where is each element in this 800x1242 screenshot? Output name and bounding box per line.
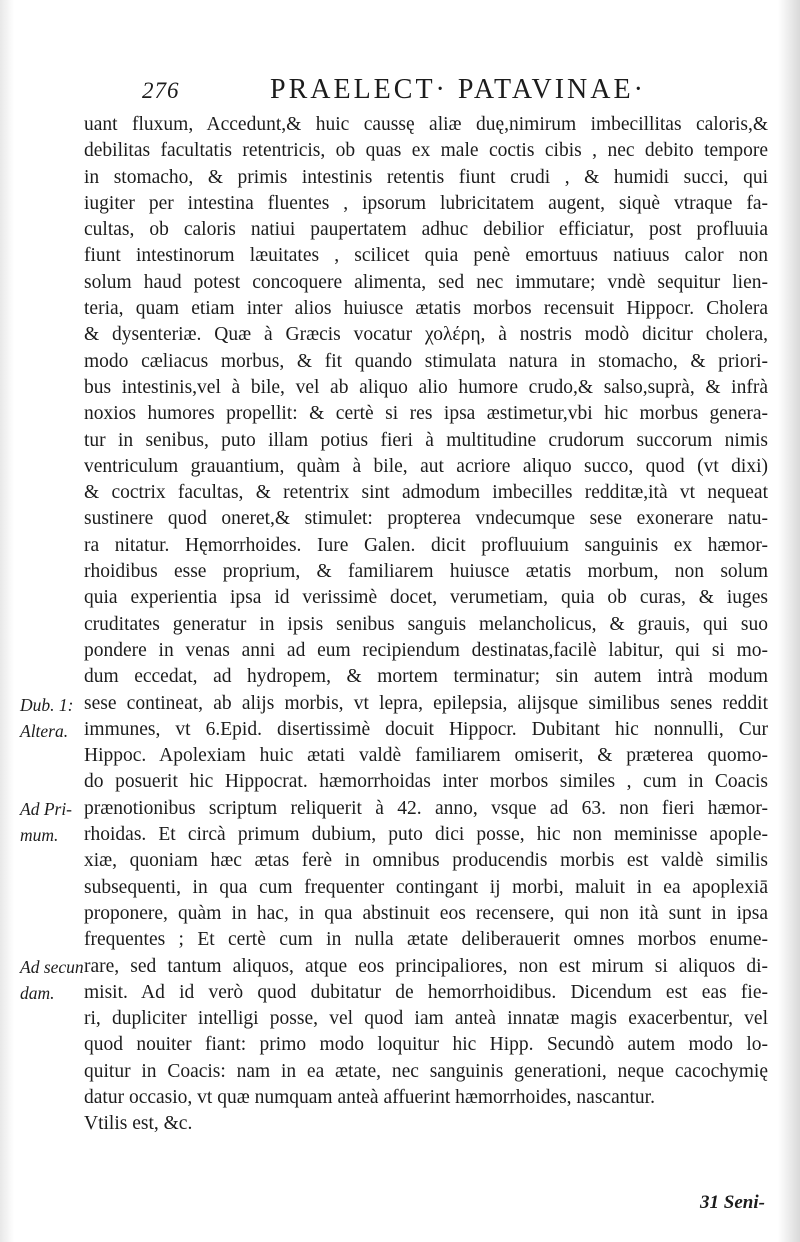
text-line: dum eccedat, ad hydropem, & mortem terminatur; sin autem intrà modum (84, 666, 768, 688)
text-line: & coctrix facultas, & retentrix sint admodum imbecilles redditæ,ità vt nequeat (84, 482, 768, 504)
text-line: iugiter per intestina fluentes , ipsorum lubricitatem augent, siquè vtraque fa- (84, 192, 768, 214)
text-line: datur occasio, vt quæ numquam anteà affuerint hæmorrhoides, nascantur. (84, 1086, 655, 1108)
text-line: solum haud potest concoquere alimenta, sed nec immutare; vndè sequitur lien- (84, 271, 768, 293)
text-line: fiunt intestinorum læuitates , scilicet quia penè emortuus natiuus calor non (84, 245, 768, 267)
margin-note-ad-primum-cont: mum. (20, 825, 59, 845)
text-line: rare, sed tantum aliquos, atque eos principaliores, non est mirum si aliquos di- (84, 955, 768, 977)
text-line: bus intestinis,vel à bile, vel ab aliquo alio humore crudo,& salso,suprà, & infrà (84, 376, 768, 398)
text-line: uant fluxum, Accedunt,& huic caussę aliæ duę,nimirum imbecillitas caloris,& (84, 114, 768, 135)
text-line: Hippoc. Apolexiam huic ætati valdè familiarem omiserit, & præterea quomo- (84, 745, 768, 767)
text-line: xiæ, quoniam hæc ætas ferè in omnibus producendis morbis est valdè similis (84, 850, 768, 872)
text-line: subsequenti, in qua cum frequenter contingant ij morbi, maluit in ea apoplexiā (84, 876, 768, 898)
running-head: PRAELECT· PATAVINAE· (270, 74, 646, 105)
text-line: cultas, ob caloris natiui paupertatem adhuc debilior efficiatur, post profluuia (84, 219, 768, 241)
body-text (84, 112, 768, 1138)
text-line: rhoidibus esse proprium, & familiarem huiusce ætatis morbum, non solum (84, 561, 768, 583)
text-line: tur in senibus, puto illam potius fieri à multitudine crudorum succorum nimis (84, 429, 768, 451)
text-line: in stomacho, & primis intestinis retentis fiunt crudi , & humidi succi, qui (84, 166, 768, 188)
text-line: modo cæliacus morbus, & fit quando stimulata natura in stomacho, & priori- (84, 350, 768, 372)
margin-note-ad-secundam: Ad secun (20, 957, 84, 977)
text-line: teria, quam etiam inter alios huiusce ætatis morbos recensuit Hippocr. Cholera (84, 298, 768, 320)
page-number: 276 (142, 78, 180, 103)
text-line: debilitas facultatis retentricis, ob quas ex male coctis cibis , nec debito tempore (84, 140, 768, 162)
text-line: quia experientia ipsa id verissimè docet, verumetiam, quia ob curas, & iuges (84, 587, 768, 609)
margin-note-altera: Altera. (20, 721, 69, 741)
text-line: immunes, vt 6.Epid. disertissimè docuit Hippocr. Dubitant hic nonnulli, Cur (84, 718, 768, 740)
text-line: & dysenteriæ. Quæ à Græcis vocatur χολέρη, à nostris modò dicitur cholera, (84, 324, 768, 346)
text-line: rhoidas. Et circà primum dubium, puto dici posse, hic non meminisse apople- (84, 824, 768, 846)
text-line: frequentes ; Et certè cum in nulla ætate deliberauerit omnes morbos enume- (84, 929, 768, 951)
scan-edge-right (778, 0, 800, 1242)
page-header (142, 74, 662, 108)
text-line: misit. Ad id verò quod dubitatur de hemorrhoidibus. Dicendum est eas fie- (84, 981, 768, 1003)
margin-note-ad-secundam-cont: dam. (20, 983, 55, 1003)
text-line: quitur in Coacis: nam in ea ætate, nec sanguinis generationi, neque cacochymię (84, 1060, 768, 1082)
catchword: 31 Seni- (700, 1192, 765, 1213)
text-line: Vtilis est, &c. (84, 1113, 193, 1135)
text-line: proponere, quàm in hac, in qua abstinuit eos recensere, qui non ità sunt in ipsa (84, 902, 768, 924)
text-line: ra nitatur. Hęmorrhoides. Iure Galen. dicit profluuium sanguinis ex hæmor- (84, 534, 768, 556)
text-line: prænotionibus scriptum reliquerit à 42. anno, vsque ad 63. non fieri hæmor- (84, 797, 768, 819)
text-line: ventriculum grauantium, quàm à bile, aut acriore aliquo succo, quod (vt dixi) (84, 455, 768, 477)
text-line: cruditates generatur in ipsis senibus sanguis melancholicus, & grauis, qui suo (84, 613, 768, 635)
text-line: quod nouiter fiant: primo modo loquitur hic Hipp. Secundò autem modo lo- (84, 1034, 768, 1056)
text-line: pondere in venas anni ad eum recipiendum destinatas,facilè labitur, qui si mo- (84, 639, 768, 661)
margin-note-dub1: Dub. 1: (20, 695, 74, 715)
text-line: ri, dupliciter intelligi posse, vel quod iam anteà innatæ magis exacerbentur, vel (84, 1008, 768, 1030)
scan-edge-left (0, 0, 14, 1242)
text-line: noxios humores propellit: & certè si res ipsa æstimetur,vbi hic morbus genera- (84, 403, 768, 425)
margin-note-ad-primum: Ad Pri- (20, 799, 73, 819)
text-line: sese contineat, ab alijs morbis, vt lepra, epilepsia, alijsque similibus senes reddit (84, 692, 768, 714)
text-line: sustinere quod oneret,& stimulet: propterea vndecumque sese exonerare natu- (84, 508, 768, 530)
text-line: do posuerit hic Hippocrat. hæmorrhoidas inter morbos similes , cum in Coacis (84, 771, 768, 793)
